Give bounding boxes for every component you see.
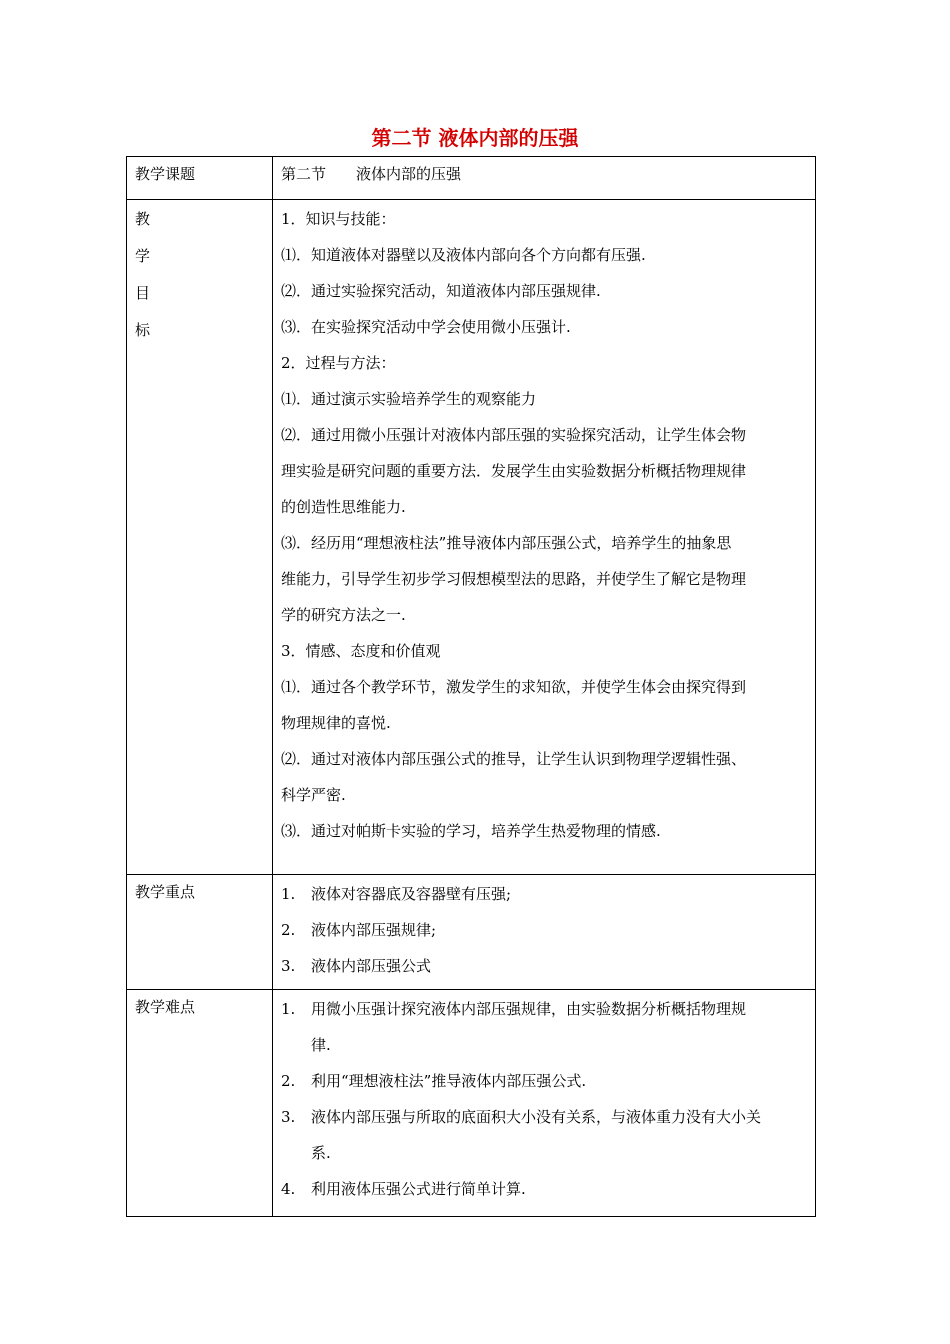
difficulty-text: 液体内部压强与所取的底面积大小没有关系，与液体重力没有大小关 bbox=[311, 1108, 762, 1126]
difficulty-number: 4. bbox=[281, 1180, 296, 1198]
topic-label: 教学课题 bbox=[127, 157, 273, 200]
key-point-item bbox=[281, 881, 805, 917]
key-points-content bbox=[273, 875, 816, 990]
difficulty-number: 2. bbox=[281, 1072, 296, 1090]
goal-line: 学的研究方法之一. bbox=[281, 606, 406, 624]
goal-line: 的创造性思维能力. bbox=[281, 498, 406, 516]
key-point-item bbox=[281, 917, 805, 953]
goal-line: 维能力，引导学生初步学习假想模型法的思路，并使学生了解它是物理 bbox=[281, 570, 747, 588]
goal-line: 理实验是研究问题的重要方法．发展学生由实验数据分析概括物理规律 bbox=[281, 462, 747, 480]
key-point-text: 液体对容器底及容器壁有压强; bbox=[311, 885, 512, 903]
difficulty-item bbox=[281, 1104, 805, 1140]
goals-label-char: 教 bbox=[135, 210, 151, 228]
goals-row bbox=[127, 200, 816, 875]
difficulty-item bbox=[281, 1176, 805, 1212]
goal-line: ⑶．经历用“理想液柱法”推导液体内部压强公式，培养学生的抽象思 bbox=[281, 534, 732, 552]
difficulty-continuation: 系. bbox=[311, 1144, 331, 1162]
goal-line: ⑶．通过对帕斯卡实验的学习，培养学生热爱物理的情感. bbox=[281, 822, 661, 840]
difficulty-item bbox=[281, 996, 805, 1032]
goals-content bbox=[273, 200, 816, 875]
key-points-label: 教学重点 bbox=[127, 875, 273, 990]
goal-line: ⑴．通过各个教学环节，激发学生的求知欲，并使学生体会由探究得到 bbox=[281, 678, 747, 696]
goal-line: ⑵．通过实验探究活动，知道液体内部压强规律. bbox=[281, 282, 601, 300]
lesson-plan-table bbox=[126, 156, 816, 1217]
difficulty-text: 利用液体压强公式进行简单计算. bbox=[311, 1180, 526, 1198]
difficulty-number: 1. bbox=[281, 1000, 296, 1018]
key-point-item bbox=[281, 953, 805, 989]
goal-line: 2．过程与方法： bbox=[281, 354, 396, 372]
goal-line: ⑶．在实验探究活动中学会使用微小压强计. bbox=[281, 318, 571, 336]
goal-line: 3．情感、态度和价值观 bbox=[281, 642, 441, 660]
goal-line: 物理规律的喜悦. bbox=[281, 714, 391, 732]
goal-line: ⑴．通过演示实验培养学生的观察能力 bbox=[281, 390, 537, 408]
goal-line: ⑵．通过对液体内部压强公式的推导，让学生认识到物理学逻辑性强、 bbox=[281, 750, 747, 768]
difficulty-text: 利用“理想液柱法”推导液体内部压强公式. bbox=[311, 1072, 587, 1090]
key-point-text: 液体内部压强公式 bbox=[311, 957, 432, 975]
key-point-number: 2. bbox=[281, 921, 296, 939]
topic-value: 第二节 液体内部的压强 bbox=[273, 157, 816, 200]
difficulties-content bbox=[273, 990, 816, 1217]
goals-label-char: 学 bbox=[135, 247, 151, 265]
difficulties-label: 教学难点 bbox=[127, 990, 273, 1217]
goal-line: 1．知识与技能： bbox=[281, 210, 396, 228]
key-points-row bbox=[127, 875, 816, 990]
goal-line: 科学严密. bbox=[281, 786, 346, 804]
goal-line: ⑴．知道液体对器壁以及液体内部向各个方向都有压强. bbox=[281, 246, 646, 264]
difficulties-row bbox=[127, 990, 816, 1217]
difficulty-text: 用微小压强计探究液体内部压强规律，由实验数据分析概括物理规 bbox=[311, 1000, 747, 1018]
difficulty-continuation: 律. bbox=[311, 1036, 331, 1054]
key-point-number: 3. bbox=[281, 957, 296, 975]
goal-line: ⑵．通过用微小压强计对液体内部压强的实验探究活动，让学生体会物 bbox=[281, 426, 747, 444]
goals-label-char: 标 bbox=[135, 321, 151, 339]
key-point-number: 1. bbox=[281, 885, 296, 903]
key-point-text: 液体内部压强规律; bbox=[311, 921, 437, 939]
difficulty-number: 3. bbox=[281, 1108, 296, 1126]
difficulty-item bbox=[281, 1068, 805, 1104]
topic-row bbox=[127, 157, 816, 200]
goals-label-char: 目 bbox=[135, 284, 151, 302]
page-title: 第二节 液体内部的压强 bbox=[371, 126, 579, 150]
goals-label bbox=[127, 200, 273, 875]
